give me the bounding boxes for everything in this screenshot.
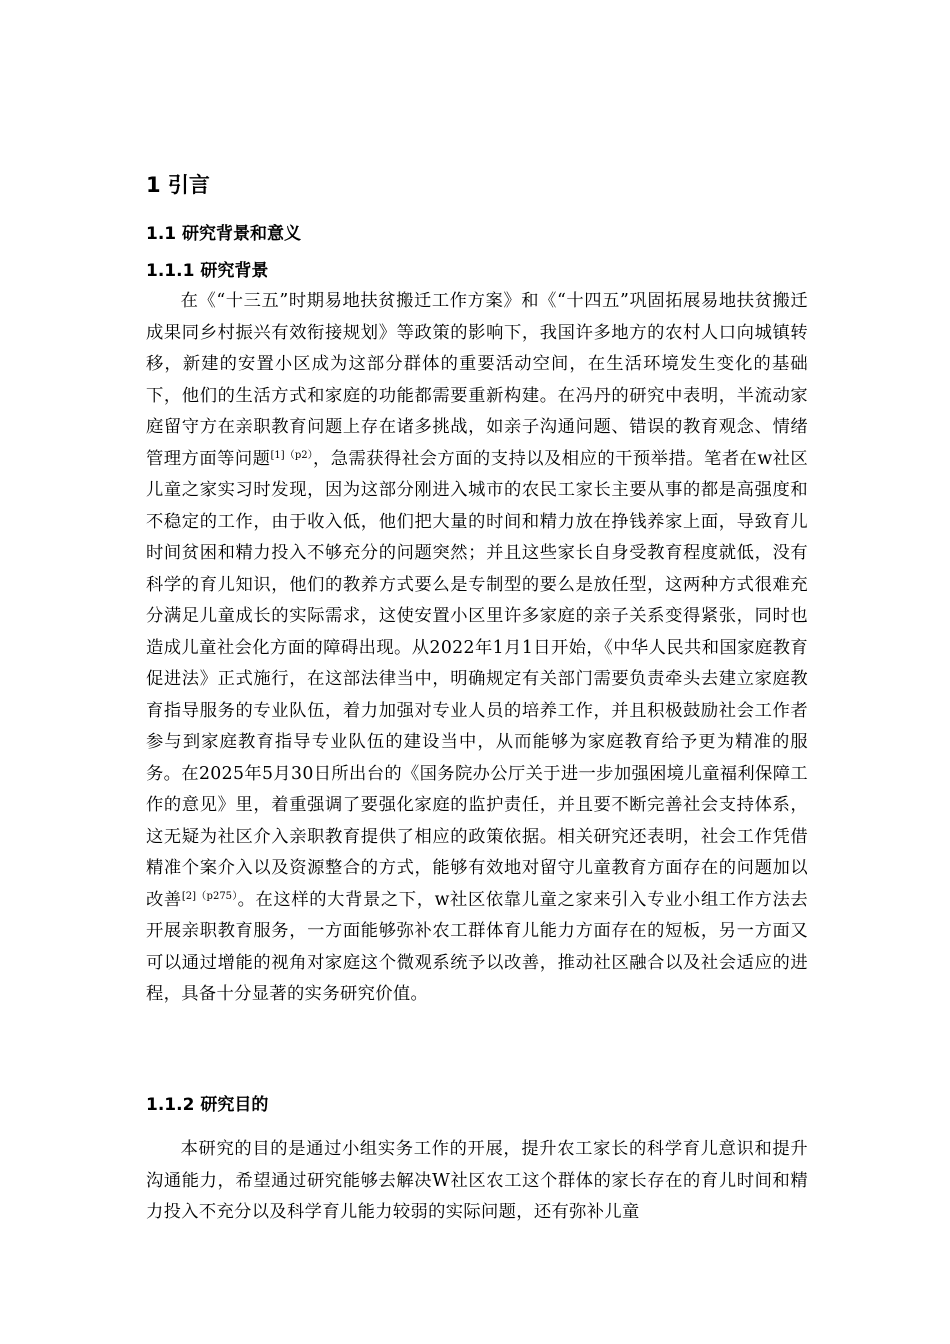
citation-1: [1]（p2） bbox=[270, 449, 313, 461]
background-heading: 1.1.1 研究背景 bbox=[146, 261, 269, 281]
citation-2: [2]（p275） bbox=[181, 890, 238, 902]
purpose-heading: 1.1.2 研究目的 bbox=[146, 1095, 269, 1115]
purpose-paragraph: 本研究的目的是通过小组实务工作的开展，提升农工家长的科学育儿意识和提升沟通能力，希望通过研究能够去解决W社区农工这个群体的家长存在的育儿时间和精力投入不充分以及科学育儿能力较弱的实际问题，还有弥补儿童 bbox=[146, 1139, 808, 1222]
subsection-heading: 1.1 研究背景和意义 bbox=[146, 224, 302, 244]
background-paragraph bbox=[146, 286, 808, 1011]
background-text-part-1: 在《“十三五”时期易地扶贫搬迁工作方案》和《“十四五”巩固拓展易地扶贫搬迁成果同乡村振兴有效衔接规划》等政策的影响下，我国许多地方的农村人口向城镇转移，新建的安置小区成为这部分群体的重要活动空间，在生活环境发生变化的基础下，他们的生活方式和家庭的功能都需要重新构建。在冯丹的研究中表明，半流动家庭留守方在亲职教育问题上存在诸多挑战，如亲子沟通问题、错误的教育观念、情绪管理方面等问题 bbox=[146, 291, 808, 469]
background-text-part-2: ，急需获得社会方面的支持以及相应的干预举措。笔者在w社区儿童之家实习时发现，因为这部分刚进入城市的农民工家长主要从事的都是高强度和不稳定的工作，由于收入低，他们把大量的时间和精力放在挣钱养家上面，导致育儿时间贫困和精力投入不够充分的问题突然；并且这些家长自身受教育程度就低，没有科学的育儿知识，他们的教养方式要么是专制型的要么是放任型，这两种方式很难充分满足儿童成长的实际需求，这使安置小区里许多家庭的亲子关系变得紧张，同时也造成儿童社会化方面的障碍出现。从2022年1月1日开始，《中华人民共和国家庭教育促进法》正式施行，在这部法律当中，明确规定有关部门需要负责牵头去建立家庭教育指导服务的专业队伍，着力加强对专业人员的培养工作，并且积极鼓励社会工作者参与到家庭教育指导专业队伍的建设当中，从而能够为家庭教育给予更为精准的服务。在2025年5月30日所出台的《国务院办公厅关于进一步加强困境儿童福利保障工作的意见》里，着重强调了要强化家庭的监护责任，并且要不断完善社会支持体系，这无疑为社区介入亲职教育提供了相应的政策依据。相关研究还表明，社会工作凭借精准个案介入以及资源整合的方式，能够有效地对留守儿童教育方面存在的问题加以改善 bbox=[146, 448, 809, 910]
background-text-part-3: 。在这样的大背景之下，w社区依靠儿童之家来引入专业小组工作方法去开展亲职教育服务，一方面能够弥补农工群体育儿能力方面存在的短板，另一方面又可以通过增能的视角对家庭这个微观系统予以改善，推动社区融合以及社会适应的进程，具备十分显著的实务研究价值。 bbox=[146, 889, 809, 1004]
section-heading: 1 引言 bbox=[146, 173, 210, 197]
